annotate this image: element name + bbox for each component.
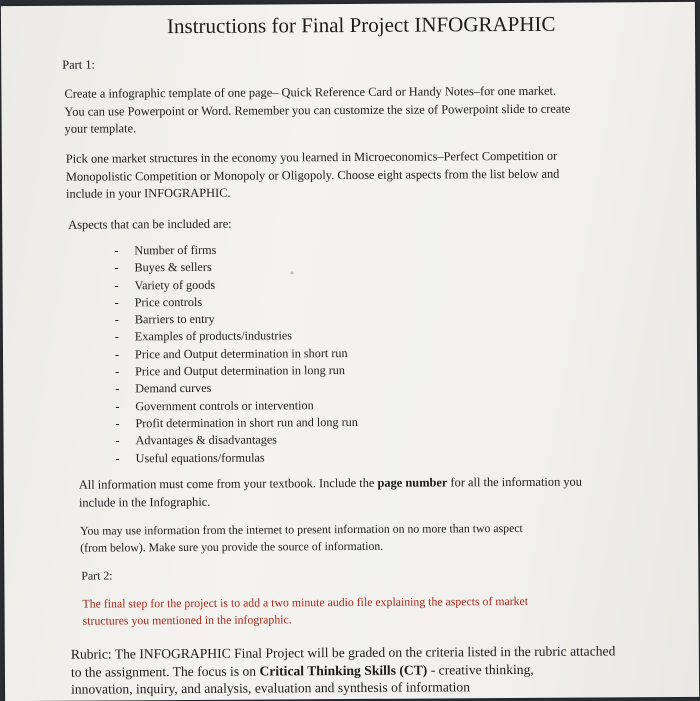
paragraph-internet-sources — [80, 520, 523, 557]
paragraph-instructions — [64, 83, 570, 139]
list-item: - Demand curves — [115, 379, 357, 398]
part2-heading: Part 2: — [81, 568, 113, 583]
document-title: Instructions for Final Project INFOGRAPHIC — [166, 11, 556, 39]
list-item: - Advantages & disadvantages — [115, 431, 357, 450]
paragraph-line: innovation, inquiry, and analysis, evaluation and synthesis of information — [71, 679, 471, 697]
list-item: - Profit determination in short run and long run — [115, 414, 357, 433]
paragraph-line: Monopolistic Competition or Monopoly or Oligopoly. Choose eight aspects from the list below and — [65, 166, 560, 184]
document-page — [1, 2, 699, 701]
critical-thinking-emphasis: Critical Thinking Skills (CT) — [259, 662, 428, 679]
list-item: - Barriers to entry — [115, 310, 357, 329]
paragraph-line: include in your INFOGRAPHIC. — [65, 185, 231, 201]
paragraph-line: You may use information from the internet to present information on no more than two aspect — [80, 520, 523, 538]
paragraph-line: structures you mentioned in the infographic. — [82, 612, 292, 628]
list-item: - Price and Output determination in long run — [115, 362, 357, 381]
paragraph-line: Pick one market structures in the economy you learned in Microeconomics–Perfect Competition or — [65, 148, 558, 166]
text-span: to the assignment. The focus is on — [70, 663, 260, 680]
paragraph-line: include in the Infographic. — [78, 494, 211, 510]
page-number-emphasis: page number — [377, 475, 448, 490]
list-item: - Useful equations/formulas — [116, 449, 358, 468]
text-span: for all the information you — [447, 474, 582, 490]
list-item: - Examples of products/industries — [115, 327, 357, 346]
paragraph-line: You can use Powerpoint or Word. Remember you can customize the size of Powerpoint slide to create — [64, 101, 571, 119]
paragraph-line: Rubric: The INFOGRAPHIC Final Project will be graded on the criteria listed in the rubric attached — [70, 643, 616, 662]
part1-heading: Part 1: — [62, 57, 95, 72]
text-span: All information must come from your textbook. Include the — [78, 475, 378, 492]
list-item: - Price and Output determination in short run — [115, 345, 357, 364]
paragraph-line: The final step for the project is to add a two minute audio file explaining the aspects of market — [82, 593, 529, 611]
paragraph-line: (from below). Make sure you provide the source of information. — [80, 538, 384, 555]
paragraph-line: your template. — [64, 121, 137, 136]
paragraph-line — [71, 660, 616, 681]
paragraph-market-structure — [66, 148, 560, 204]
rubric-paragraph — [71, 642, 616, 698]
list-item: - Government controls or intervention — [115, 397, 357, 416]
paragraph-line — [79, 474, 582, 495]
list-item: - Buyes & sellers — [114, 258, 356, 277]
paper-speck — [291, 271, 294, 274]
aspects-heading: Aspects that can be included are: — [68, 216, 232, 232]
paragraph-line: Create a infographic template of one page– Quick Reference Card or Handy Notes–for one market. — [64, 83, 557, 101]
paragraph-textbook-source — [79, 474, 582, 512]
list-item: - Price controls — [115, 293, 357, 312]
text-span: - creative thinking, — [427, 661, 534, 678]
list-item: - Number of firms — [114, 241, 356, 260]
aspects-list — [114, 241, 358, 467]
paragraph-audio-file — [82, 593, 528, 630]
list-item: - Variety of goods — [115, 276, 357, 295]
